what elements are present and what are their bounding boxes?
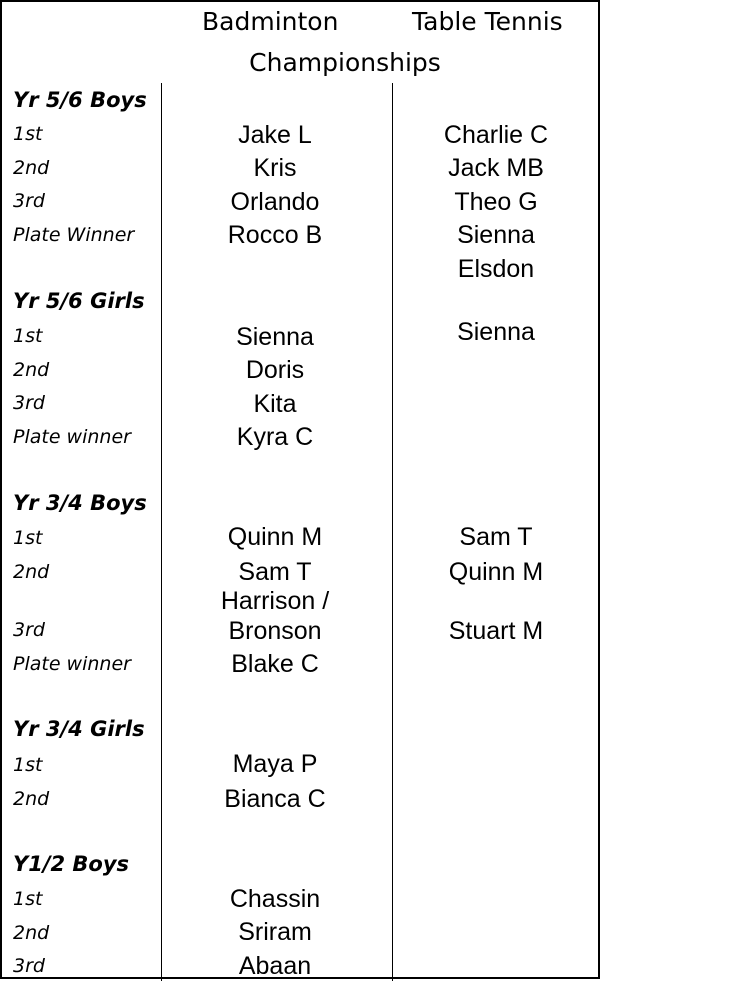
place-label: Plate Winner: [13, 224, 135, 246]
badminton-cell: Maya P: [232, 750, 318, 778]
badminton-cell: Harrison /: [220, 587, 330, 615]
badminton-cell: Kyra C: [236, 423, 314, 451]
place-label: 2nd: [13, 359, 50, 381]
place-label: Plate winner: [13, 426, 131, 448]
badminton-cell: Orlando: [230, 188, 320, 216]
badminton-cell: Blake C: [231, 650, 319, 678]
badminton-cell: Quinn M: [227, 523, 323, 551]
table-tennis-cell: Sam T: [459, 523, 533, 551]
place-label: 3rd: [13, 392, 45, 414]
table-tennis-cell: Jack MB: [448, 154, 544, 182]
place-label: 1st: [13, 325, 43, 347]
table-tennis-cell: Sienna: [457, 221, 535, 249]
place-label: 3rd: [13, 619, 45, 641]
group-title: Yr 3/4 Girls: [13, 717, 145, 741]
header-badminton: Badminton: [202, 7, 339, 36]
place-label: Plate winner: [13, 653, 131, 675]
place-label: 2nd: [13, 561, 50, 583]
badminton-cell: Bianca C: [224, 785, 326, 813]
table-tennis-cell: Quinn M: [448, 558, 544, 586]
place-label: 3rd: [13, 955, 45, 977]
badminton-cell: Rocco B: [227, 221, 323, 249]
table-tennis-cell: Theo G: [454, 188, 538, 216]
table-tennis-cell: Stuart M: [448, 617, 544, 645]
table-tennis-cell: Sienna: [457, 318, 535, 346]
badminton-cell: Kita: [253, 390, 297, 418]
badminton-cell: Abaan: [238, 952, 312, 980]
badminton-cell: Sienna: [236, 323, 314, 351]
place-label: 1st: [13, 754, 43, 776]
header-table-tennis: Table Tennis: [412, 7, 563, 36]
group-title: Yr 5/6 Girls: [13, 289, 145, 313]
badminton-cell: Kris: [253, 154, 297, 182]
place-label: 1st: [13, 527, 43, 549]
badminton-cell: Jake L: [238, 121, 312, 149]
place-label: 1st: [13, 123, 43, 145]
place-label: 2nd: [13, 157, 50, 179]
badminton-cell: Chassin: [229, 885, 321, 913]
table-tennis-cell: Charlie C: [443, 121, 549, 149]
group-title: Yr 3/4 Boys: [13, 491, 147, 515]
badminton-cell: Sam T: [238, 558, 312, 586]
badminton-cell: Sriram: [238, 918, 312, 946]
table-tennis-cell: Elsdon: [457, 255, 535, 283]
place-label: 2nd: [13, 788, 50, 810]
badminton-cell: Doris: [245, 356, 305, 384]
place-label: 3rd: [13, 190, 45, 212]
place-label: 2nd: [13, 922, 50, 944]
header-championships: Championships: [249, 48, 441, 77]
group-title: Y1/2 Boys: [13, 852, 130, 876]
group-title: Yr 5/6 Boys: [13, 88, 147, 112]
badminton-cell: Bronson: [228, 617, 322, 645]
place-label: 1st: [13, 888, 43, 910]
